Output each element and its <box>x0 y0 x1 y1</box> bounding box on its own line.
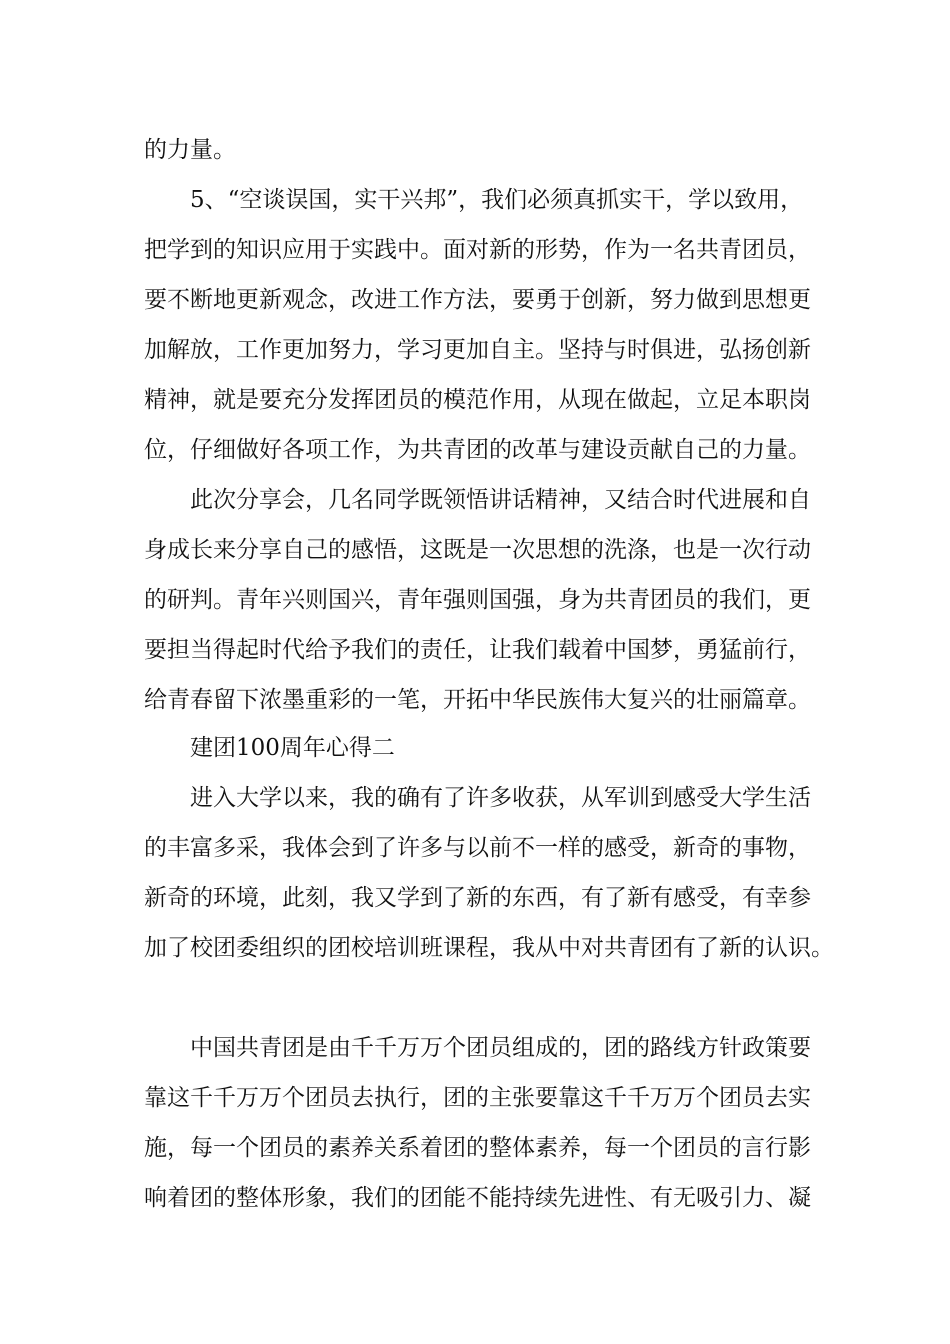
paragraph-line: 新奇的环境，此刻，我又学到了新的东西，有了新有感受，有幸参 <box>144 885 811 911</box>
paragraph-line: 给青春留下浓墨重彩的一笔，开拓中华民族伟大复兴的壮丽篇章。 <box>144 687 811 713</box>
paragraph-line: 的研判。青年兴则国兴，青年强则国强，身为共青团员的我们，更 <box>144 587 811 613</box>
paragraph-line: 加解放，工作更加努力，学习更加自主。坚持与时俱进，弘扬创新 <box>144 337 811 363</box>
paragraph-line: 中国共青团是由千千万万个团员组成的，团的路线方针政策要 <box>190 1035 811 1061</box>
paragraph-line: 的丰富多采，我体会到了许多与以前不一样的感受，新奇的事物， <box>144 835 811 861</box>
paragraph-line: 响着团的整体形象，我们的团能不能持续先进性、有无吸引力、凝 <box>144 1185 811 1211</box>
paragraph-line: 把学到的知识应用于实践中。面对新的形势，作为一名共青团员， <box>144 237 811 263</box>
paragraph-line: 施，每一个团员的素养关系着团的整体素养，每一个团员的言行影 <box>144 1135 811 1161</box>
paragraph-line: 的力量。 <box>144 137 236 163</box>
paragraph-line: 精神，就是要充分发挥团员的模范作用，从现在做起，立足本职岗 <box>144 387 811 413</box>
paragraph-line: 此次分享会，几名同学既领悟讲话精神，又结合时代进展和自 <box>190 487 811 513</box>
paragraph-line: 身成长来分享自己的感悟，这既是一次思想的洗涤，也是一次行动 <box>144 537 811 563</box>
paragraph-line: 加了校团委组织的团校培训班课程，我从中对共青团有了新的认识。 <box>144 935 834 961</box>
paragraph-line: 要不断地更新观念，改进工作方法，要勇于创新，努力做到思想更 <box>144 287 811 313</box>
section-heading: 建团100周年心得二 <box>190 735 395 761</box>
paragraph-line: 要担当得起时代给予我们的责任，让我们载着中国梦，勇猛前行， <box>144 637 811 663</box>
paragraph-line: 进入大学以来，我的确有了许多收获，从军训到感受大学生活 <box>190 785 811 811</box>
paragraph-line: 5、“空谈误国，实干兴邦”，我们必须真抓实干，学以致用， <box>190 187 804 213</box>
paragraph-line: 靠这千千万万个团员去执行，团的主张要靠这千千万万个团员去实 <box>144 1085 811 1111</box>
paragraph-line: 位，仔细做好各项工作，为共青团的改革与建设贡献自己的力量。 <box>144 437 811 463</box>
